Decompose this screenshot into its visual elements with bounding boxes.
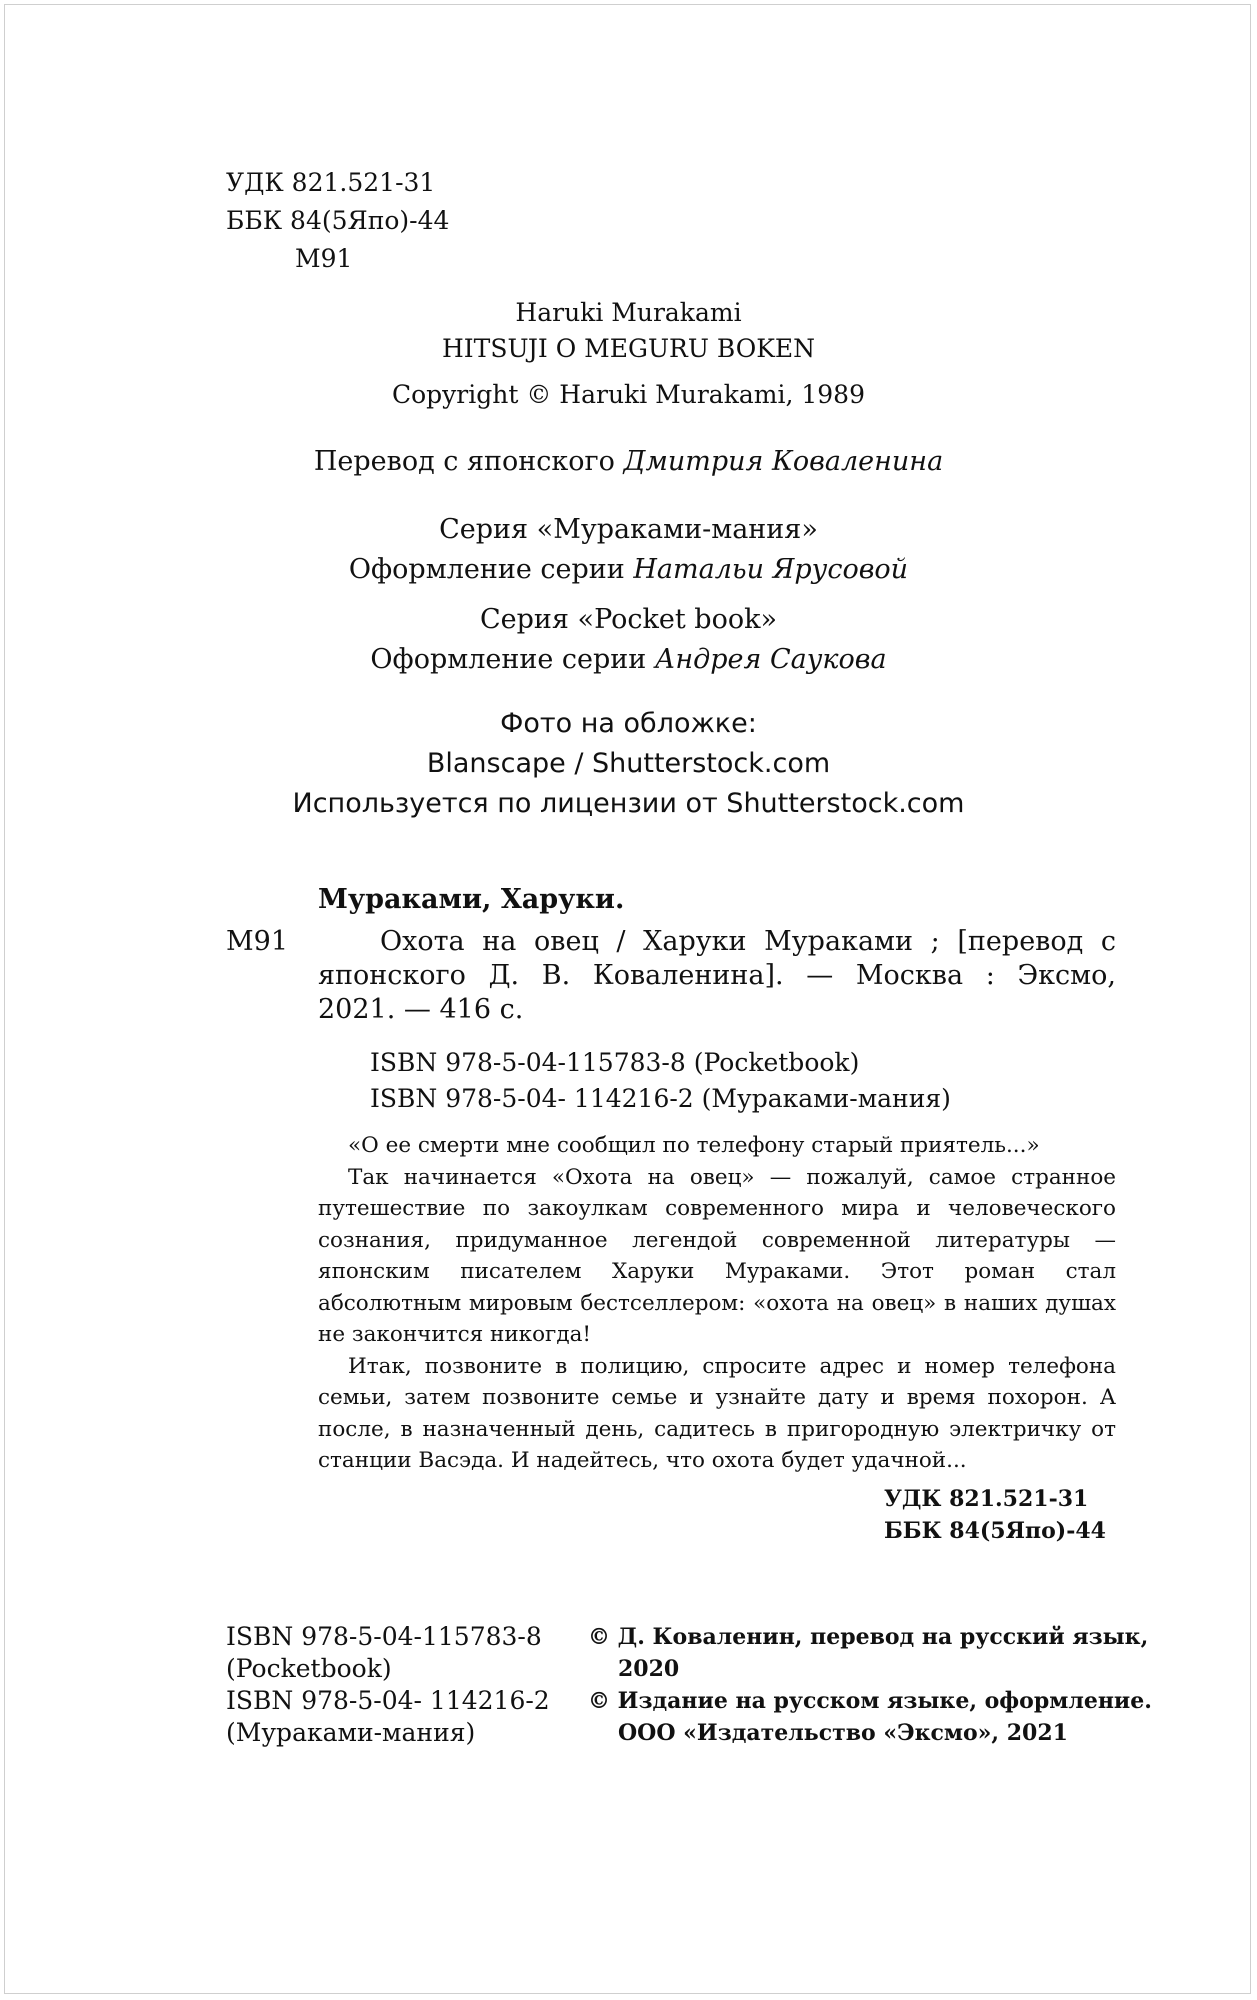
footer-copyright2-line1: © Издание на русском языке, оформление. [588,1688,1152,1714]
series1-name: Серия «Мураками-мания» [439,514,818,545]
photo-line2: Blanscape / Shutterstock.com [426,748,831,779]
series2-name: Серия «Pocket book» [480,604,777,635]
udk-code-top: УДК 821.521-31 [226,168,436,197]
catalog-isbn2: ISBN 978-5-04- 114216-2 (Мураками-мания) [370,1084,951,1113]
original-copyright: Copyright © Haruki Murakami, 1989 [392,380,865,409]
series2-design-prefix: Оформление серии [370,644,647,675]
footer-copyright2-line2: ООО «Издательство «Эксмо», 2021 [618,1720,1068,1746]
footer-copyright1-line1: © Д. Коваленин, перевод на русский язык, [588,1624,1149,1650]
catalog-line2: японского Д. В. Коваленина]. — Москва : Эксмо, [318,960,1116,991]
annotation-paragraph-2: Итак, позвоните в полицию, спросите адрес и номер телефона семьи, затем позвоните семье и узнайте дату и время похорон. А после, в назначенный день, садитесь в пригородную электричку от станции Васэда. И надейтесь, что охота будет удачной... [318,1353,1116,1473]
catalog-entry [318,926,1116,1025]
author-mark-top: М91 [295,244,353,273]
photo-line1: Фото на обложке: [500,708,757,739]
annotation-paragraph-1: Так начинается «Охота на овец» — пожалуй, самое странное путешествие по закоулкам современного мира и человеческого сознания, придуманное легендой современной литературы — японским писателем Харуки Мураками. Этот роман стал абсолютным мировым бестселлером: «охота на овец» в наших душах не закончится никогда! [318,1164,1116,1347]
footer-isbn2: ISBN 978-5-04- 114216-2 [226,1686,550,1715]
catalog-heading: Мураками, Харуки. [318,884,625,915]
series2-design-line [0,644,1257,675]
annotation [318,1130,1116,1477]
catalog-isbn1: ISBN 978-5-04-115783-8 (Pocketbook) [370,1048,860,1077]
series1-design-prefix: Оформление серии [348,554,625,585]
annotation-quote: «О ее смерти мне сообщил по телефону старый приятель...» [348,1133,1040,1158]
udk-code-bottom: УДК 821.521-31 [884,1486,1089,1512]
footer-isbn1: ISBN 978-5-04-115783-8 [226,1622,542,1651]
bbk-code-top: ББК 84(5Япо)-44 [226,206,450,235]
translation-line [0,446,1257,477]
catalog-mark: М91 [226,926,289,957]
series2-designer: Андрея Саукова [654,644,887,675]
translator-name: Дмитрия Коваленина [623,446,944,477]
translation-prefix: Перевод с японского [313,446,615,477]
catalog-line1: Охота на овец / Харуки Мураками ; [перевод с [380,926,1116,957]
original-author: Haruki Murakami [515,298,742,327]
series1-design-line [0,554,1257,585]
catalog-line3: 2021. — 416 с. [318,994,524,1025]
footer-isbn1-note: (Pocketbook) [226,1654,392,1683]
photo-line3: Используется по лицензии от Shutterstock.com [292,788,965,819]
series1-designer: Натальи Ярусовой [633,554,909,585]
footer-copyright1-line2: 2020 [618,1656,680,1682]
bbk-code-bottom: ББК 84(5Япо)-44 [884,1518,1106,1544]
footer-isbn2-note: (Мураками-мания) [226,1718,476,1747]
original-title: HITSUJI O MEGURU BOKEN [441,334,816,363]
